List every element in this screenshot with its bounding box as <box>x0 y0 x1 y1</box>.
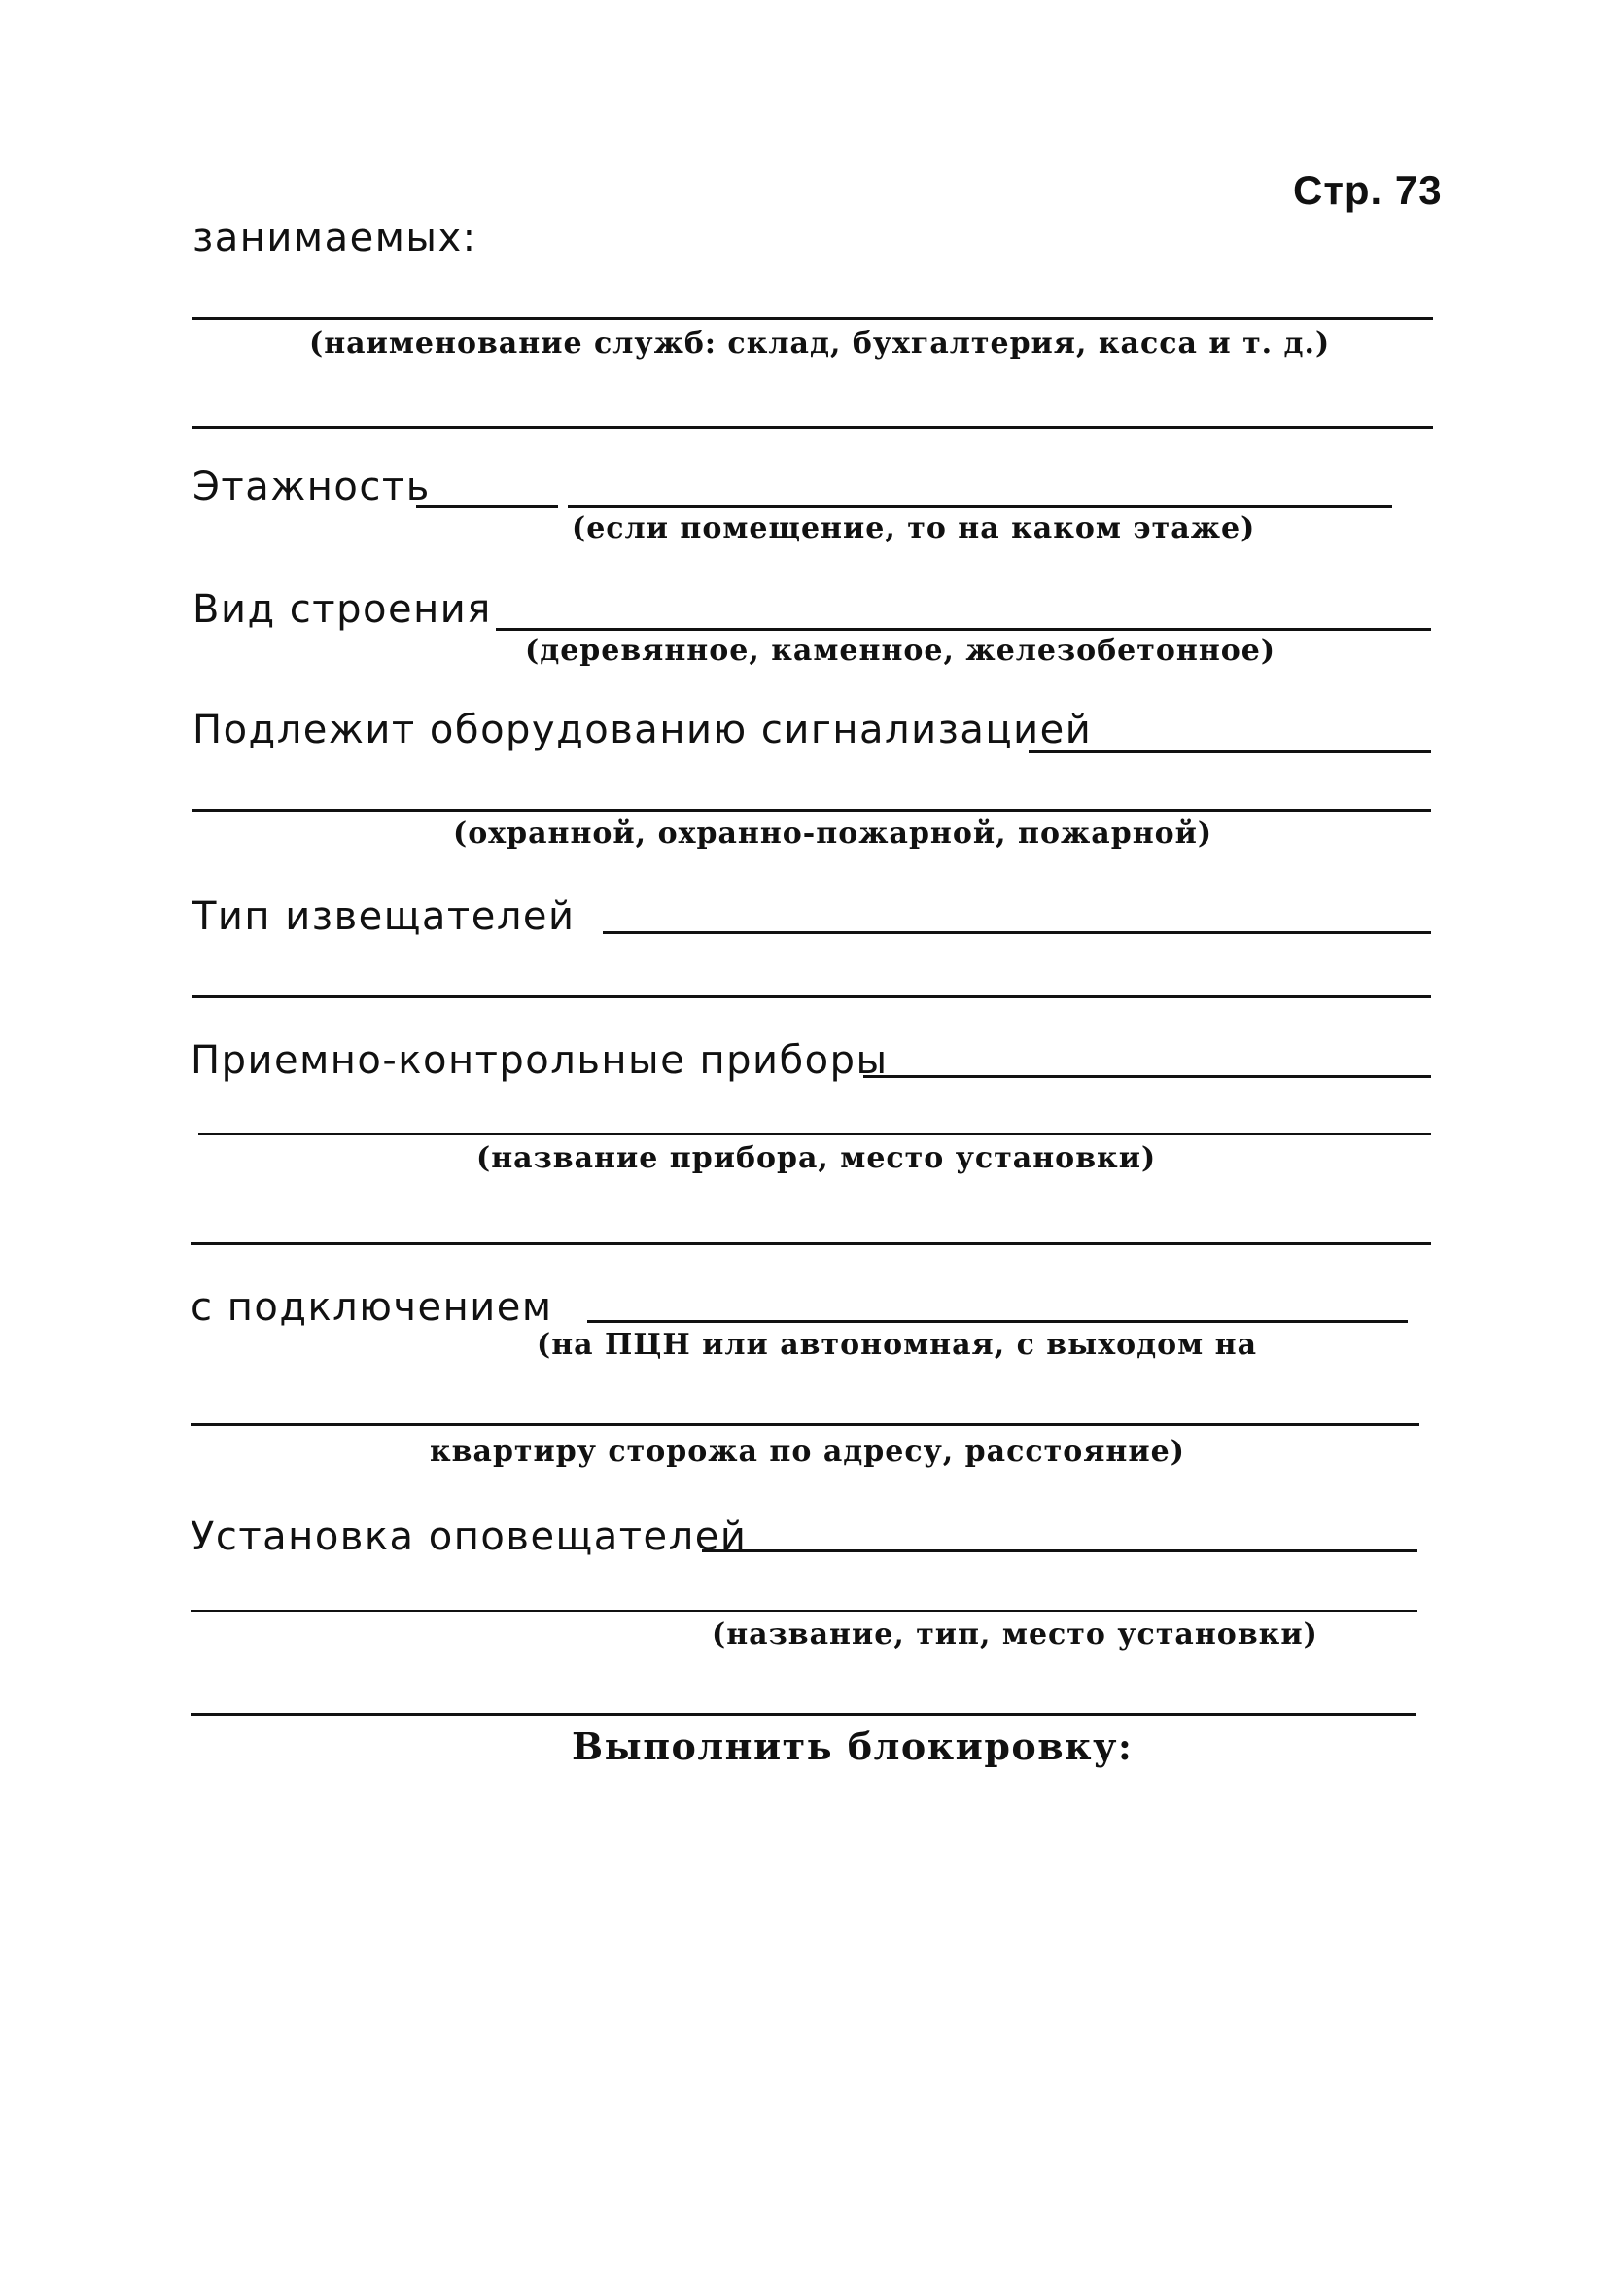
building-type-hint: (деревянное, каменное, железобетонное) <box>525 634 1276 668</box>
services-hint: (наименование служб: склад, бухгалтерия, касса и т. д.) <box>309 327 1331 361</box>
floor-hint: (если помещение, то на каком этаже) <box>572 511 1256 545</box>
alarm-hint: (охранной, охранно-пожарной, пожарной) <box>453 817 1213 851</box>
connection-hint-1: (на ПЦН или автономная, с выходом на <box>537 1328 1258 1362</box>
control-devices-field-line-3[interactable] <box>191 1242 1431 1245</box>
alarm-field-line-2[interactable] <box>192 809 1431 812</box>
alarm-field-line[interactable] <box>1029 750 1431 753</box>
services-field-line[interactable] <box>192 317 1433 320</box>
detectors-field-line-2[interactable] <box>192 995 1431 998</box>
connection-field-line[interactable] <box>587 1320 1408 1323</box>
occupied-label: занимаемых: <box>192 216 477 261</box>
notifiers-field-line-2[interactable] <box>191 1610 1417 1612</box>
notifiers-hint: (название, тип, место установки) <box>712 1618 1318 1652</box>
detectors-field-line[interactable] <box>603 931 1431 934</box>
building-type-field-line[interactable] <box>496 628 1431 631</box>
connection-hint-2: квартиру сторожа по адресу, расстояние) <box>430 1435 1185 1469</box>
control-devices-field-line[interactable] <box>863 1075 1431 1078</box>
connection-field-line-2[interactable] <box>191 1423 1419 1426</box>
control-devices-hint: (название прибора, место установки) <box>476 1141 1157 1175</box>
detectors-label: Тип извещателей <box>192 894 576 939</box>
blocking-heading: Выполнить блокировку: <box>572 1724 1134 1768</box>
notifiers-label: Установка оповещателей <box>191 1514 748 1559</box>
notifiers-field-line[interactable] <box>702 1549 1417 1552</box>
building-type-label: Вид строения <box>192 587 492 632</box>
floors-label: Этажность <box>192 465 431 509</box>
floor-location-field-line[interactable] <box>568 505 1392 508</box>
floors-field-line[interactable] <box>416 505 558 508</box>
alarm-label: Подлежит оборудованию сигнализацией <box>192 708 1093 752</box>
services-field-line-2[interactable] <box>192 426 1433 429</box>
connection-label: с подключением <box>191 1285 553 1330</box>
page-number: Стр. 73 <box>1293 167 1443 213</box>
notifiers-field-line-3[interactable] <box>191 1713 1416 1716</box>
control-devices-label: Приемно-контрольные приборы <box>191 1038 889 1083</box>
control-devices-field-line-2[interactable] <box>198 1133 1431 1135</box>
